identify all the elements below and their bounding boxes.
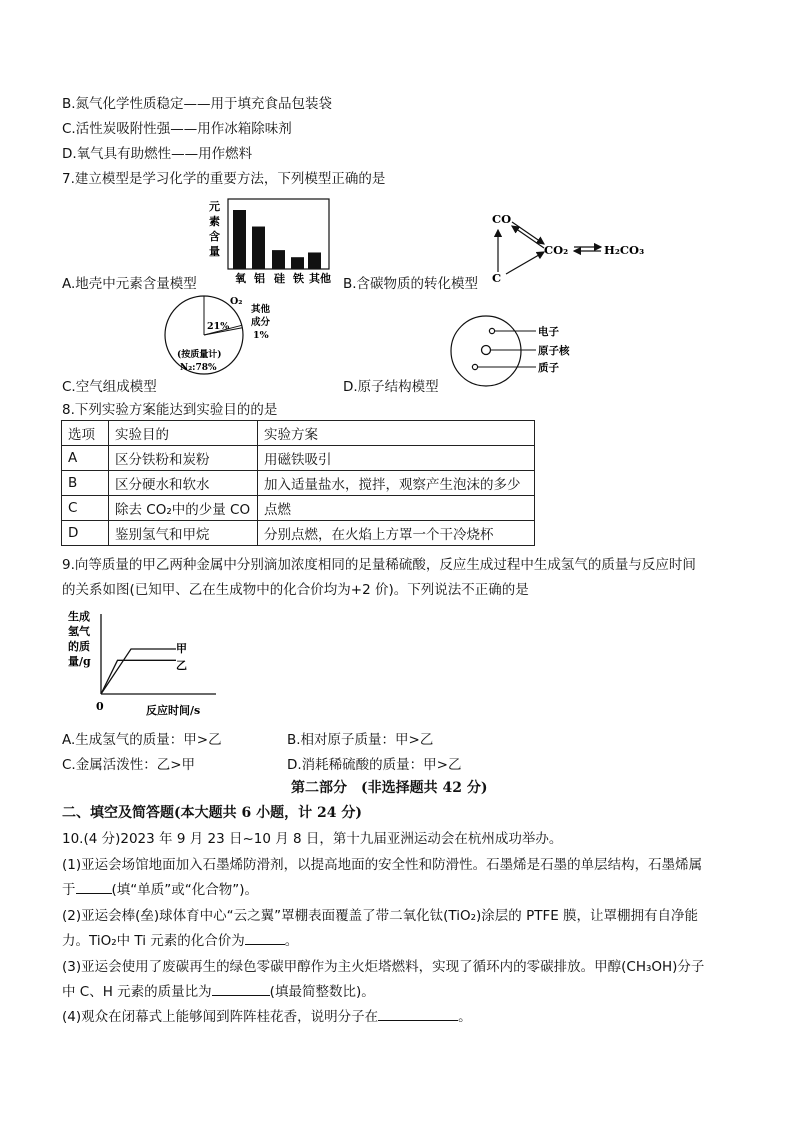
answer-blank[interactable] [245, 930, 285, 945]
series-label-yi: 乙 [176, 659, 187, 672]
pie-o2-pct: 21% [207, 321, 230, 332]
table-cell: B [62, 471, 109, 496]
answer-blank[interactable] [76, 879, 112, 894]
pie-n2: N₂:78% [180, 363, 217, 373]
table-header-row [62, 421, 535, 446]
table-cell: 加入适量盐水，搅拌，观察产生泡沫的多少 [258, 471, 535, 496]
graph-ylabel-3: 的质 [68, 640, 90, 653]
part2-title: 第二部分 (非选择题共 42 分) [291, 780, 488, 796]
q10-part3-line1: (3)亚运会使用了废碳再生的绿色零碳甲醇作为主火炬塔燃料，实现了循环内的零碳排放。甲醇(CH₃OH)分子 [62, 959, 705, 975]
pie-other-l2: 成分 [251, 317, 271, 328]
table-cell: A [62, 446, 109, 471]
pie-note: (按质量计) [177, 350, 222, 360]
h2co3-label: H₂CO₃ [604, 243, 645, 257]
q10-part3-line2: 中 C、H 元素的质量比为 (填最简整数比)。 [62, 980, 375, 1000]
co2-label: CO₂ [544, 243, 569, 257]
q7-bar-chart [200, 196, 340, 288]
bar [272, 250, 285, 269]
bar-category-label: 铁 [293, 272, 304, 285]
bar-ylabel-char: 量 [209, 245, 220, 258]
q9-option-b: B.相对原子质量：甲>乙 [287, 732, 434, 748]
table-row [62, 471, 535, 496]
pie-other-pct: 1% [253, 330, 269, 341]
q9-stem-line1: 9.向等质量的甲乙两种金属中分别滴加浓度相同的足量稀硫酸，反应生成过程中生成氢气的质量与反应时间 [62, 557, 696, 573]
q8-table [61, 420, 535, 546]
q7-option-c: C.空气组成模型 [62, 379, 157, 395]
bar-ylabel-char: 含 [209, 230, 220, 243]
q10-part2-line2: 力。TiO₂中 Ti 元素的化合价为 。 [62, 929, 298, 949]
electron-label: 电子 [538, 326, 559, 338]
q9-option-d: D.消耗稀硫酸的质量：甲>乙 [287, 757, 462, 773]
table-cell: 用磁铁吸引 [258, 446, 535, 471]
graph-ylabel-1: 生成 [68, 610, 90, 623]
table-header: 实验方案 [258, 421, 535, 446]
electron-dot [489, 328, 494, 333]
bar-category-label: 其他 [309, 272, 331, 285]
table-cell: C [62, 496, 109, 521]
graph-origin: 0 [96, 700, 104, 713]
arrow-co-to-co2 [512, 222, 544, 244]
q7-option-d: D.原子结构模型 [343, 379, 439, 395]
q10-stem: 10.(4 分)2023 年 9 月 23 日~10 月 8 日，第十九届亚洲运动会在杭州成功举办。 [62, 831, 563, 847]
graph-ylabel-4: 量/g [68, 655, 91, 668]
bar [291, 257, 304, 269]
q7-pie-model [160, 293, 290, 377]
co-label: CO [492, 212, 512, 226]
table-header: 选项 [62, 421, 109, 446]
table-cell: 区分铁粉和炭粉 [109, 446, 258, 471]
q6-option-d: D.氧气具有助燃性——用作燃料 [62, 146, 253, 162]
bar-ylabel-char: 素 [209, 215, 220, 228]
bar-category-label: 氧 [235, 272, 246, 285]
bar [252, 227, 265, 269]
q10-part4: (4)观众在闭幕式上能够闻到阵阵桂花香，说明分子在 。 [62, 1005, 472, 1025]
c-label: C [492, 271, 502, 285]
proton-label: 质子 [538, 362, 559, 374]
q10-part1-line2: 于 (填“单质”或“化合物”)。 [62, 878, 258, 898]
table-cell: 分别点燃，在火焰上方罩一个干冷烧杯 [258, 521, 535, 546]
q6-option-c: C.活性炭吸附性强——用作冰箱除味剂 [62, 121, 292, 137]
graph-xlabel: 反应时间/s [146, 704, 201, 717]
q9-option-c: C.金属活泼性：乙>甲 [62, 757, 196, 773]
q7-stem: 7.建立模型是学习化学的重要方法，下列模型正确的是 [62, 171, 386, 187]
arrow-co2-to-co [512, 226, 544, 248]
q9-option-a: A.生成氢气的质量：甲>乙 [62, 732, 222, 748]
bar-category-label: 铝 [254, 272, 265, 285]
arrow-c-to-co2 [506, 252, 544, 274]
table-row [62, 446, 535, 471]
series-label-jia: 甲 [176, 642, 187, 655]
q10-part1-line1: (1)亚运会场馆地面加入石墨烯防滑剂，以提高地面的安全性和防滑性。石墨烯是石墨的单层结构，石墨烯属 [62, 857, 703, 873]
table-cell: 鉴别氢气和甲烷 [109, 521, 258, 546]
q7-option-a: A.地壳中元素含量模型 [62, 276, 197, 292]
nucleus-dot [482, 346, 491, 355]
answer-blank[interactable] [378, 1006, 458, 1021]
q9-stem-line2: 的关系如图(已知甲、乙在生成物中的化合价均为+2 价)。下列说法不正确的是 [62, 582, 529, 598]
pie-o2-label: O₂ [230, 296, 243, 307]
proton-dot [472, 364, 477, 369]
table-row [62, 521, 535, 546]
bar [233, 210, 246, 269]
table-cell: 区分硬水和软水 [109, 471, 258, 496]
table-cell: 点燃 [258, 496, 535, 521]
q9-graph [66, 606, 226, 718]
q10-part2-line1: (2)亚运会棒(垒)球体育中心“云之翼”罩棚表面覆盖了带二氧化钛(TiO₂)涂层的 PTFE 膜，让罩棚拥有自净能 [62, 908, 699, 924]
bar-category-label: 硅 [274, 272, 285, 285]
q7-option-b: B.含碳物质的转化模型 [343, 276, 479, 292]
table-cell: D [62, 521, 109, 546]
table-cell: 除去 CO₂中的少量 CO [109, 496, 258, 521]
table-row [62, 496, 535, 521]
graph-ylabel-2: 氢气 [68, 625, 90, 638]
bar [308, 252, 321, 269]
answer-blank[interactable] [212, 981, 270, 996]
q7-carbon-model [488, 206, 658, 288]
q8-stem: 8.下列实验方案能达到实验目的的是 [62, 402, 278, 418]
nucleus-label: 原子核 [538, 345, 570, 357]
table-header: 实验目的 [109, 421, 258, 446]
q7-atom-model [448, 313, 588, 389]
section-heading: 二、填空及简答题(本大题共 6 小题，计 24 分) [62, 805, 362, 821]
bar-chart-ylabel [209, 199, 220, 258]
pie-other-l1: 其他 [251, 304, 271, 315]
bar-ylabel-char: 元 [209, 200, 220, 213]
q6-option-b: B.氮气化学性质稳定——用于填充食品包装袋 [62, 96, 333, 112]
atom-outer-circle [451, 316, 521, 386]
